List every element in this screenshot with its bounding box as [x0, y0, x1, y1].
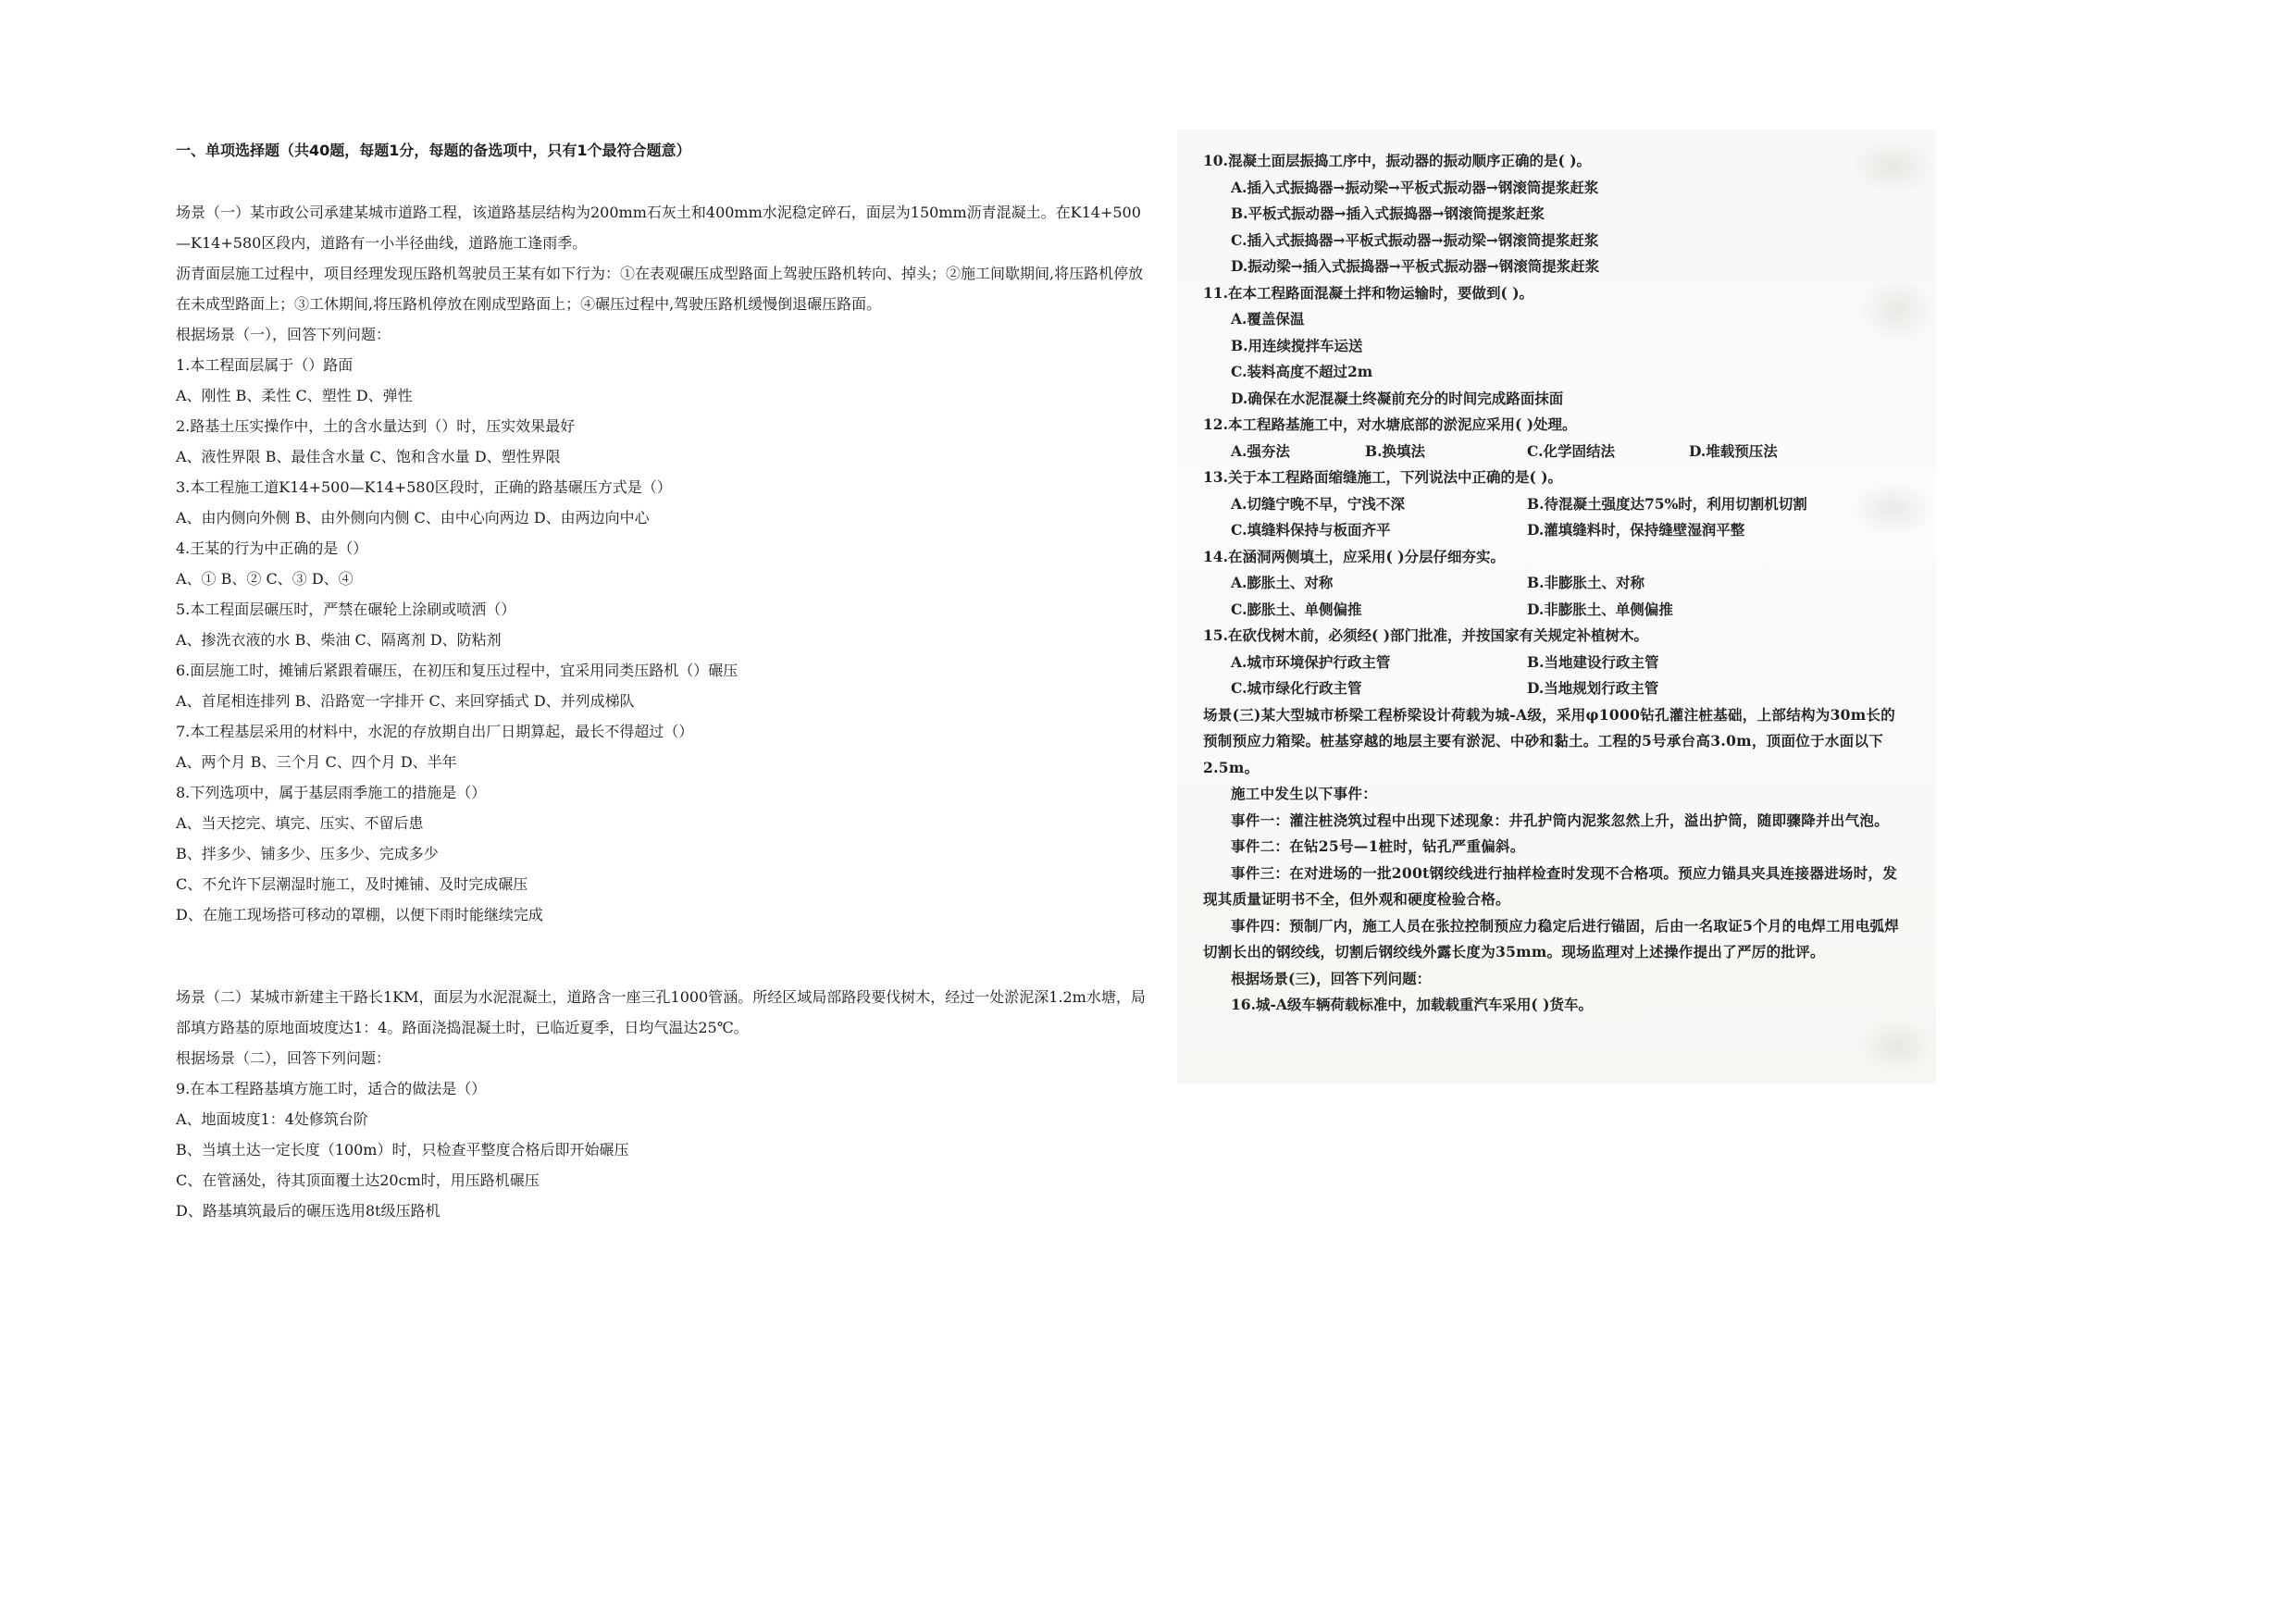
question-16: 16.城-A级车辆荷载标准中，加载载重汽车采用( )货车。 [1231, 996, 1593, 1013]
question-12: 12.本工程路基施工中，对水塘底部的淤泥应采用( )处理。 [1203, 415, 1577, 433]
option-line: B、当填土达一定长度（100m）时，只检查平整度合格后即开始碾压 [176, 1141, 629, 1158]
event-1: 事件一：灌注桩浇筑过程中出现下述现象：井孔护筒内泥浆忽然上升，溢出护筒，随即骤降并出气泡。 [1231, 811, 1890, 829]
option-line: A、掺洗衣液的水 B、柴油 C、隔离剂 D、防粘剂 [176, 631, 502, 649]
option-row [1203, 570, 1906, 597]
option-line: A、首尾相连排列 B、沿路宽一字排开 C、来回穿插式 D、并列成梯队 [176, 692, 635, 710]
question-line: 9.在本工程路基填方施工时，适合的做法是（） [176, 1080, 487, 1097]
option: C.城市绿化行政主管 [1231, 679, 1362, 697]
option: A.城市环境保护行政主管 [1231, 652, 1391, 671]
option-line: A.插入式振捣器→振动梁→平板式振动器→钢滚筒提浆赶浆 [1231, 178, 1599, 196]
option-row [1203, 517, 1906, 544]
question-13: 13.关于本工程路面缩缝施工，下列说法中正确的是( )。 [1203, 468, 1563, 486]
option-row [1203, 597, 1906, 624]
option-row [1203, 439, 1906, 465]
option: A.切缝宁晚不早，宁浅不深 [1231, 494, 1405, 513]
option: C.化学固结法 [1527, 441, 1615, 460]
scene1-intro: 场景（一）某市政公司承建某城市道路工程，该道路基层结构为200mm石灰土和400mm水泥稳定碎石，面层为150mm沥青混凝土。在K14+500—K14+580区段内，道路有一小半径曲线，道路施工逢雨季。 [176, 204, 1141, 252]
option: A.膨胀土、对称 [1231, 574, 1334, 591]
question-line: 7.本工程基层采用的材料中，水泥的存放期自出厂日期算起，最长不得超过（） [176, 723, 694, 740]
option: B.当地建设行政主管 [1527, 652, 1659, 671]
option-line: B.用连续搅拌车运送 [1231, 336, 1363, 354]
option: D.当地规划行政主管 [1527, 679, 1659, 697]
scene2-prompt: 根据场景（二），回答下列问题： [176, 1049, 391, 1067]
option: C.膨胀土、单侧偏推 [1231, 600, 1362, 618]
scene2-intro: 场景（二）某城市新建主干路长1KM，面层为水泥混凝土，道路含一座三孔1000管涵。所经区域局部路段要伐树木，经过一处淤泥深1.2m水塘，局部填方路基的原地面坡度达1：4。路面浇捣混凝土时，已临近夏季，日均气温达25℃。 [176, 988, 1146, 1036]
option-line: B.平板式振动器→插入式振捣器→钢滚筒提浆赶浆 [1231, 204, 1545, 222]
scene1-questions [176, 350, 1148, 930]
option-line: A、刚性 B、柔性 C、塑性 D、弹性 [176, 387, 413, 404]
option: D.灌填缝料时，保持缝壁湿润平整 [1527, 521, 1745, 539]
question-line: 5.本工程面层碾压时，严禁在碾轮上涂刷或喷洒（） [176, 601, 516, 618]
scene1-detail: 沥青面层施工过程中，项目经理发现压路机驾驶员王某有如下行为：①在表观碾压成型路面上驾驶压路机转向、掉头；②施工间歇期间,将压路机停放在未成型路面上；③工休期间,将压路机停放在刚成型路面上；④碾压过程中,驾驶压路机缓慢倒退碾压路面。 [176, 265, 1144, 313]
scan-smudge [1860, 1018, 1934, 1073]
option-line: A.覆盖保温 [1231, 310, 1305, 328]
option-line: C.装料高度不超过2m [1231, 363, 1373, 380]
option-line: A、液性界限 B、最佳含水量 C、饱和含水量 D、塑性界限 [176, 448, 561, 465]
option-line: B、拌多少、铺多少、压多少、完成多少 [176, 845, 439, 862]
question-11: 11.在本工程路面混凝土拌和物运输时，要做到( )。 [1203, 283, 1534, 302]
section-title: 一、单项选择题（共40题，每题1分，每题的备选项中，只有1个最符合题意） [176, 142, 691, 159]
option-line: A、由内侧向外侧 B、由外侧向内侧 C、由中心向两边 D、由两边向中心 [176, 509, 650, 527]
events-title: 施工中发生以下事件： [1231, 785, 1378, 802]
question-10: 10.混凝土面层振捣工序中，振动器的振动顺序正确的是( )。 [1203, 152, 1592, 169]
question-14: 14.在涵洞两侧填土，应采用( )分层仔细夯实。 [1203, 547, 1506, 565]
option: B.换填法 [1365, 441, 1425, 460]
event-4: 事件四：预制厂内，施工人员在张拉控制预应力稳定后进行锚固，后由一名取证5个月的电焊工用电弧焊切割长出的钢绞线，切割后钢绞线外露长度为35mm。现场监理对上述操作提出了严厉的批评。 [1203, 916, 1900, 960]
option-line: C、不允许下层潮湿时施工，及时摊铺、及时完成碾压 [176, 875, 528, 893]
option-row [1203, 650, 1906, 676]
option-row [1203, 491, 1906, 518]
option: B.非膨胀土、对称 [1527, 574, 1644, 591]
option-line: D、在施工现场搭可移动的罩棚，以便下雨时能继续完成 [176, 906, 543, 923]
question-line: 2.路基土压实操作中，土的含水量达到（）时，压实效果最好 [176, 417, 576, 435]
option-line: D.确保在水泥混凝土终凝前充分的时间完成路面抹面 [1231, 389, 1564, 407]
event-3: 事件三：在对进场的一批200t钢绞线进行抽样检查时发现不合格项。预应力锚具夹具连接器进场时，发现其质量证明书不全，但外观和硬度检验合格。 [1203, 863, 1898, 908]
option-line: D.振动梁→插入式振捣器→平板式振动器→钢滚筒提浆赶浆 [1231, 257, 1600, 275]
scene3-prompt: 根据场景(三)，回答下列问题： [1231, 969, 1432, 987]
scene3-intro: 场景(三)某大型城市桥梁工程桥梁设计荷载为城-A级，采用φ1000钻孔灌注桩基础，上部结构为30m长的预制预应力箱梁。桩基穿越的地层主要有淤泥、中砂和黏土。工程的5号承台高3.0m，顶面位于水面以下2.5m。 [1203, 705, 1896, 776]
option-line: D、路基填筑最后的碾压选用8t级压路机 [176, 1202, 441, 1220]
question-line: 3.本工程施工道K14+500—K14+580区段时，正确的路基碾压方式是（） [176, 478, 672, 496]
scene1-prompt: 根据场景（一），回答下列问题： [176, 326, 391, 343]
option: D.非膨胀土、单侧偏推 [1527, 600, 1673, 618]
question-15: 15.在砍伐树木前，必须经( )部门批准，并按国家有关规定补植树木。 [1203, 626, 1649, 644]
option: A.强夯法 [1231, 441, 1290, 460]
option: D.堆载预压法 [1689, 441, 1778, 460]
left-column [176, 139, 1148, 1226]
option-row [1203, 675, 1906, 702]
option: C.填缝料保持与板面齐平 [1231, 521, 1391, 539]
option-line: A、两个月 B、三个月 C、四个月 D、半年 [176, 753, 457, 771]
question-line: 1.本工程面层属于（）路面 [176, 356, 354, 374]
right-column [1203, 148, 1906, 1019]
scene2-questions [176, 1073, 1148, 1226]
option-line: C.插入式振捣器→平板式振动器→振动梁→钢滚筒提浆赶浆 [1231, 230, 1599, 249]
event-2: 事件二：在钻25号—1桩时，钻孔严重偏斜。 [1231, 837, 1525, 855]
option-line: C、在管涵处，待其顶面覆土达20cm时，用压路机碾压 [176, 1171, 540, 1189]
question-line: 4.王某的行为中正确的是（） [176, 539, 368, 557]
option: B.待混凝土强度达75%时，利用切割机切割 [1527, 494, 1807, 513]
option-line: A、当天挖完、填完、压实、不留后患 [176, 814, 424, 832]
question-line: 8.下列选项中，属于基层雨季施工的措施是（） [176, 784, 487, 801]
option-line: A、① B、② C、③ D、④ [176, 570, 354, 588]
question-line: 6.面层施工时，摊铺后紧跟着碾压，在初压和复压过程中，宜采用同类压路机（）碾压 [176, 662, 738, 679]
option-line: A、地面坡度1：4处修筑台阶 [176, 1110, 368, 1128]
